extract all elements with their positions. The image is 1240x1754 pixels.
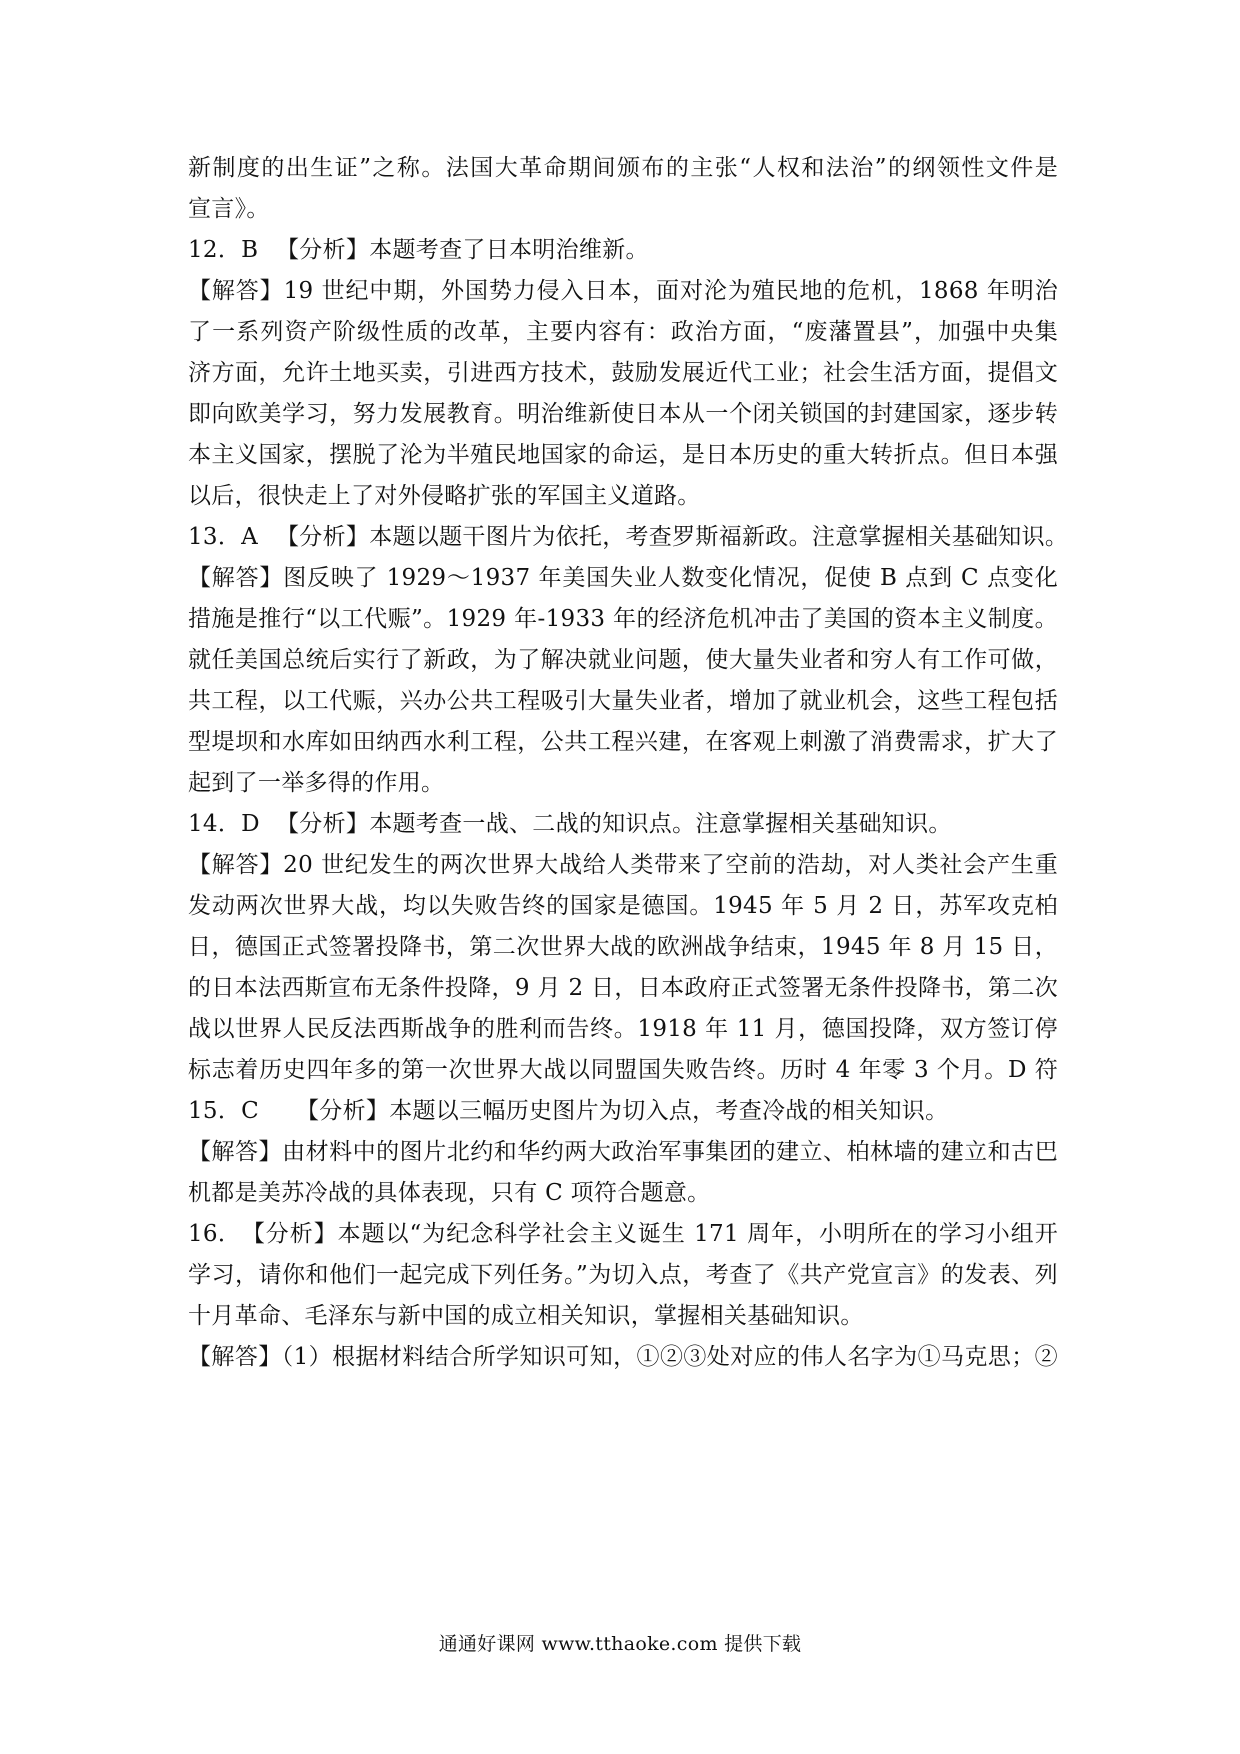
answer-line: 就任美国总统后实行了新政，为了解决就业问题，使大量失业者和穷人有工作可做， [188,647,1058,673]
answer-line: 以后，很快走上了对外侵略扩张的军国主义道路。 [188,483,701,509]
question-number: 15．C [188,1098,260,1124]
answer-line: 机都是美苏冷战的具体表现，只有 C 项符合题意。 [188,1180,711,1206]
answer-line: 【解答】由材料中的图片北约和华约两大政治军事集团的建立、柏林墙的建立和古巴 [188,1139,1058,1165]
answer-line: 了一系列资产阶级性质的改革，主要内容有：政治方面，“废藩置县”，加强中央集 [188,319,1058,345]
question-number: 12．B [188,237,259,263]
answer-line: 【解答】19 世纪中期，外国势力侵入日本，面对沦为殖民地的危机，1868 年明治 [188,278,1058,304]
answer-line: 本主义国家，摆脱了沦为半殖民地国家的命运，是日本历史的重大转折点。但日本强 [188,442,1058,468]
question-analysis: 【分析】本题以题干图片为依托，考查罗斯福新政。注意掌握相关基础知识。 [276,524,1069,550]
text-line: 宣言》。 [188,196,270,222]
question-12-header [188,230,1058,271]
answer-content [188,148,1069,1378]
answer-line: 日，德国正式签署投降书，第二次世界大战的欧洲战争结束，1945 年 8 月 15 日， [188,934,1058,960]
answer-line: 的日本法西斯宣布无条件投降，9 月 2 日，日本政府正式签署无条件投降书，第二次 [188,975,1058,1001]
question-number: 13．A [188,524,259,550]
question-analysis: 【分析】本题考查了日本明治维新。 [276,237,649,263]
question-14-header [188,804,1058,845]
question-analysis: 【分析】本题以三幅历史图片为切入点，考查冷战的相关知识。 [296,1098,949,1124]
answer-line: 学习，请你和他们一起完成下列任务。”为切入点，考查了《共产党宣言》的发表、列 [188,1262,1058,1288]
question-13-header [188,517,1069,558]
answer-line: 济方面，允许土地买卖，引进西方技术，鼓励发展近代工业；社会生活方面，提倡文 [188,360,1058,386]
answer-line: 即向欧美学习，努力发展教育。明治维新使日本从一个闭关锁国的封建国家，逐步转 [188,401,1058,427]
answer-line: 战以世界人民反法西斯战争的胜利而告终。1918 年 11 月，德国投降，双方签订停 [188,1016,1058,1042]
answer-line: 型堤坝和水库如田纳西水利工程，公共工程兴建，在客观上刺激了消费需求，扩大了 [188,729,1058,755]
question-16-header [188,1214,1058,1255]
question-analysis: 【分析】本题以“为纪念科学社会主义诞生 171 周年，小明所在的学习小组开 [241,1221,1058,1247]
question-number: 14．D [188,811,260,837]
page-footer: 通通好课网 www.tthaoke.com 提供下载 [438,1633,802,1655]
answer-line: 起到了一举多得的作用。 [188,770,445,796]
question-15-header [188,1091,1058,1132]
answer-line: 【解答】图反映了 1929～1937 年美国失业人数变化情况，促使 B 点到 C 点变化 [188,565,1058,591]
answer-line: 十月革命、毛泽东与新中国的成立相关知识，掌握相关基础知识。 [188,1303,864,1329]
text-line: 新制度的出生证”之称。法国大革命期间颁布的主张“人权和法治”的纲领性文件是 [188,155,1058,181]
question-analysis: 【分析】本题考查一战、二战的知识点。注意掌握相关基础知识。 [276,811,952,837]
answer-line: 共工程，以工代赈，兴办公共工程吸引大量失业者，增加了就业机会，这些工程包括 [188,688,1058,714]
question-number: 16． [188,1221,242,1247]
answer-line: 措施是推行“以工代赈”。1929 年-1933 年的经济危机冲击了美国的资本主义制度。 [188,606,1058,632]
answer-line: 【解答】（1）根据材料结合所学知识可知，①②③处对应的伟人名字为①马克思；② [188,1344,1058,1370]
answer-line: 发动两次世界大战，均以失败告终的国家是德国。1945 年 5 月 2 日，苏军攻克柏 [188,893,1058,919]
answer-line: 标志着历史四年多的第一次世界大战以同盟国失败告终。历时 4 年零 3 个月。D 符 [188,1057,1058,1083]
answer-line: 【解答】20 世纪发生的两次世界大战给人类带来了空前的浩劫，对人类社会产生重 [188,852,1058,878]
